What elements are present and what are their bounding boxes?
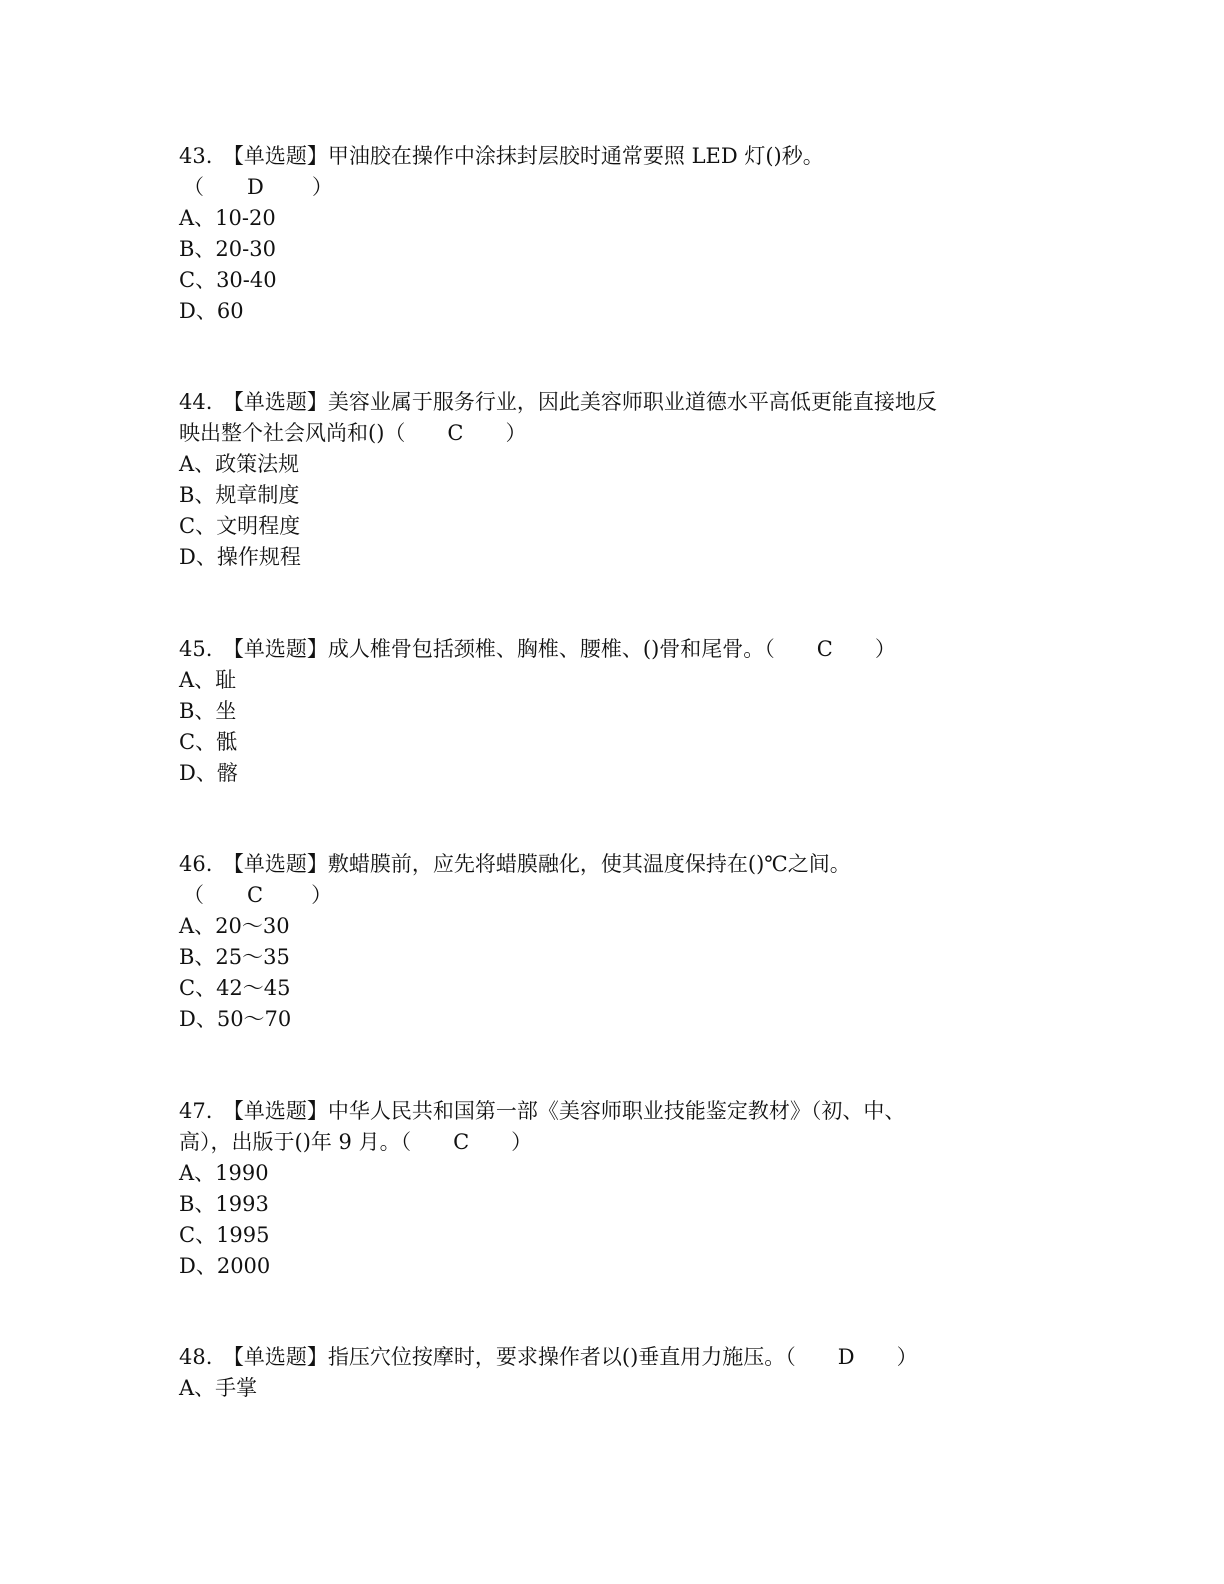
question-text-continued: 映出整个社会风尚和()（ C ）	[179, 421, 527, 445]
option-a: A、政策法规	[179, 452, 300, 476]
option-b: B、规章制度	[179, 483, 300, 507]
option-d: D、操作规程	[179, 545, 301, 569]
question-text: 48. 【单选题】指压穴位按摩时，要求操作者以()垂直用力施压。（ D ）	[179, 1345, 918, 1369]
paren-open: （	[183, 883, 204, 907]
option-c: C、30-40	[179, 268, 277, 292]
question-45	[179, 634, 1049, 789]
question-47	[179, 1096, 1049, 1282]
question-text: 47. 【单选题】中华人民共和国第一部《美容师职业技能鉴定教材》（初、中、	[179, 1099, 906, 1123]
question-text: 43. 【单选题】甲油胶在操作中涂抹封层胶时通常要照 LED 灯()秒。	[179, 144, 824, 168]
option-d: D、髂	[179, 761, 238, 785]
option-b: B、25～35	[179, 945, 290, 969]
option-d: D、50～70	[179, 1007, 292, 1031]
question-46	[179, 849, 1049, 1035]
option-c: C、骶	[179, 730, 238, 754]
question-text: 46. 【单选题】敷蜡膜前，应先将蜡膜融化，使其温度保持在()℃之间。	[179, 852, 851, 876]
answer-letter: C	[247, 883, 264, 907]
option-a: A、耻	[179, 668, 237, 692]
option-c: C、42～45	[179, 976, 291, 1000]
option-d: D、2000	[179, 1254, 271, 1278]
question-48	[179, 1342, 1049, 1404]
paren-open: （	[183, 175, 204, 199]
option-b: B、坐	[179, 699, 237, 723]
paren-close: ）	[311, 883, 333, 907]
option-d: D、60	[179, 299, 244, 323]
option-c: C、文明程度	[179, 514, 301, 538]
paren-close: ）	[311, 175, 333, 199]
option-a: A、手掌	[179, 1376, 258, 1400]
option-a: A、20～30	[179, 914, 290, 938]
option-b: B、20-30	[179, 237, 276, 261]
option-b: B、1993	[179, 1192, 269, 1216]
answer-line	[179, 172, 1049, 203]
question-44	[179, 387, 1049, 573]
option-c: C、1995	[179, 1223, 270, 1247]
answer-letter: D	[247, 175, 264, 199]
answer-line	[179, 880, 1049, 911]
question-text: 44. 【单选题】美容业属于服务行业，因此美容师职业道德水平高低更能直接地反	[179, 390, 937, 414]
question-43	[179, 141, 1049, 327]
question-text-continued: 高），出版于()年 9 月。（ C ）	[179, 1130, 533, 1154]
question-text: 45. 【单选题】成人椎骨包括颈椎、胸椎、腰椎、()骨和尾骨。（ C ）	[179, 637, 896, 661]
option-a: A、1990	[179, 1161, 269, 1185]
option-a: A、10-20	[179, 206, 276, 230]
